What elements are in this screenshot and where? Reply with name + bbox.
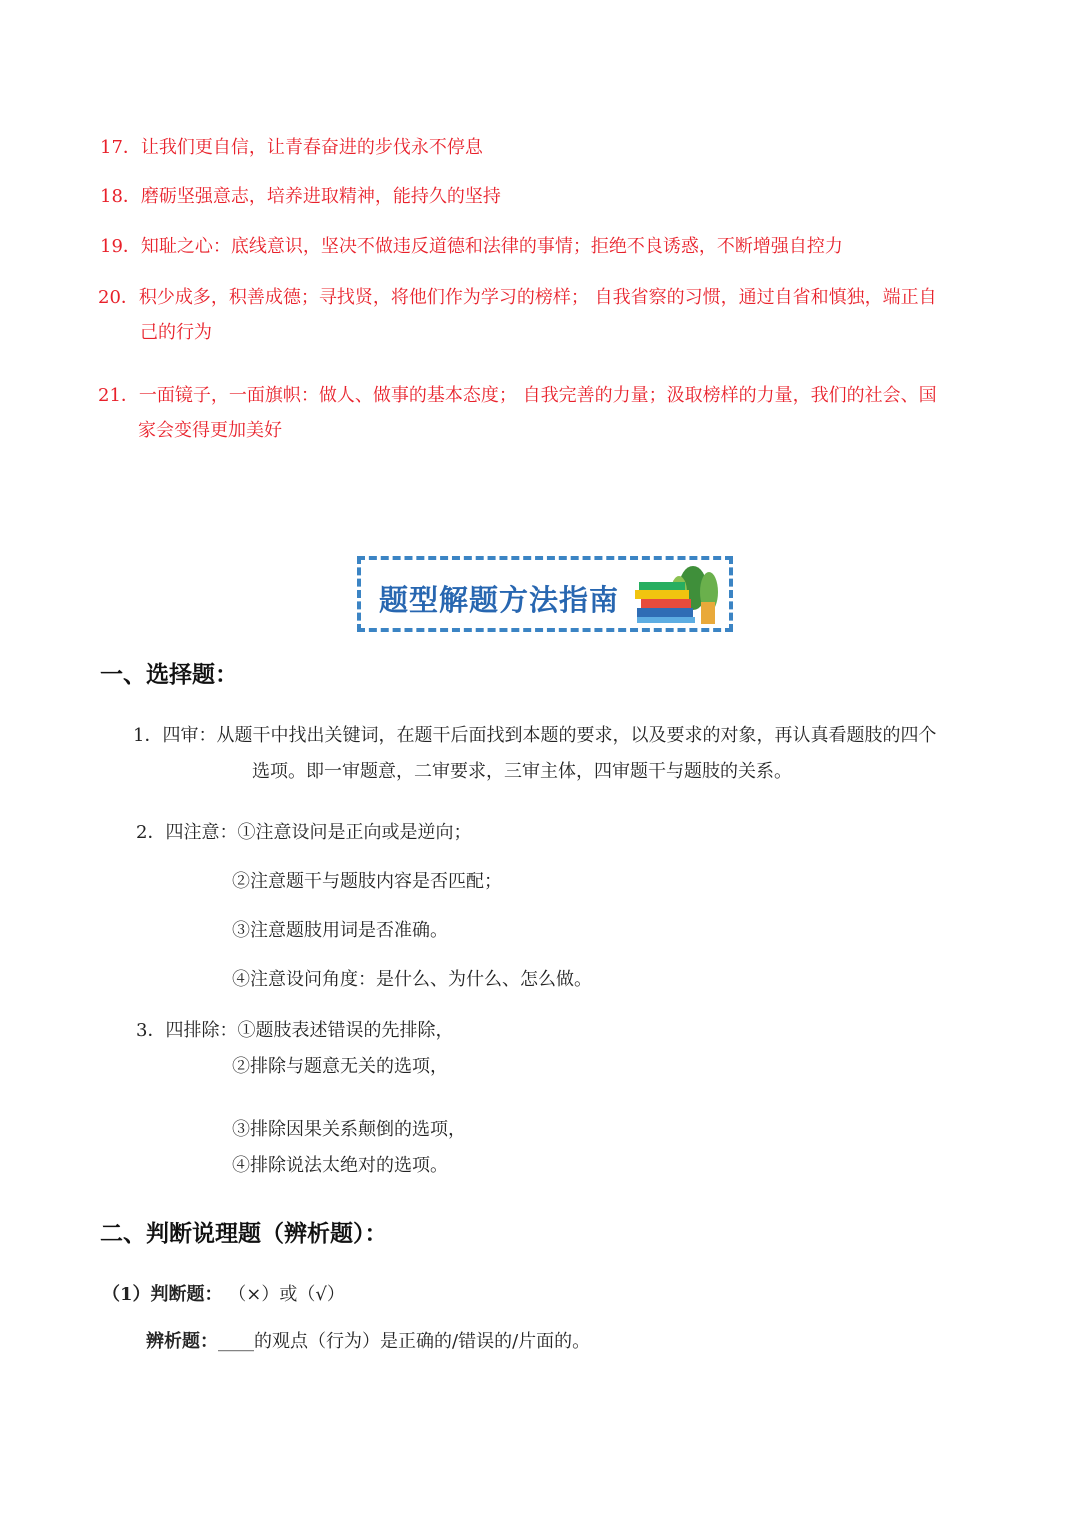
item-text: 四注意：①注意设问是正向或是逆向；: [165, 822, 472, 843]
section1-heading: 一、选择题：: [100, 662, 238, 688]
answer-text: 让我们更自信，让青春奋进的步伐永不停息: [140, 137, 483, 158]
analysis-blank: ____: [218, 1331, 254, 1352]
judge-line: [102, 1280, 345, 1306]
choice-item-1: [133, 721, 936, 747]
section-banner: [357, 556, 733, 632]
analysis-label: 辨析题：: [146, 1331, 218, 1352]
analysis-line: [146, 1327, 590, 1353]
choice-item-2-sub: ②注意题干与题肢内容是否匹配；: [232, 871, 502, 892]
analysis-text: 的观点（行为）是正确的/错误的/片面的。: [254, 1331, 591, 1352]
answer-number: 20．: [98, 287, 139, 308]
item-number: 3．: [136, 1020, 166, 1041]
answer-21-continued: 家会变得更加美好: [138, 420, 282, 441]
choice-item-2: [136, 818, 471, 844]
judge-text: （×）或（√）: [228, 1284, 345, 1305]
section2-heading: 二、判断说理题（辨析题）：: [100, 1221, 388, 1247]
answer-number: 19．: [100, 236, 141, 257]
answer-number: 17．: [100, 137, 141, 158]
answer-17: [100, 133, 483, 159]
judge-label: （1）判断题：: [102, 1284, 223, 1305]
answer-text: 知耻之心：底线意识，坚决不做违反道德和法律的事情；拒绝不良诱惑，不断增强自控力: [140, 236, 843, 257]
answer-number: 21．: [98, 385, 139, 406]
choice-item-2-sub: ③注意题肢用词是否准确。: [232, 920, 448, 941]
choice-item-3-sub: ④排除说法太绝对的选项。: [232, 1155, 448, 1176]
choice-item-1-continued: 选项。即一审题意，二审要求，三审主体，四审题干与题肢的关系。: [252, 761, 792, 782]
answer-text: 积少成多，积善成德；寻找贤，将他们作为学习的榜样； 自我省察的习惯，通过自省和慎独，端正自: [138, 287, 937, 308]
books-plant-icon: [631, 562, 723, 630]
item-text: 四排除：①题肢表述错误的先排除，: [165, 1020, 454, 1041]
answer-20: [98, 283, 937, 309]
choice-item-3-sub: ②排除与题意无关的选项，: [232, 1056, 448, 1077]
item-text: 四审：从题干中找出关键词，在题干后面找到本题的要求，以及要求的对象，再认真看题肢的四个: [162, 725, 937, 746]
banner-title: 题型解题方法指南: [379, 583, 620, 617]
answer-text: 磨砺坚强意志，培养进取精神，能持久的坚持: [140, 186, 501, 207]
choice-item-3-sub: ③排除因果关系颠倒的选项，: [232, 1119, 466, 1140]
answer-19: [100, 232, 843, 258]
answer-18: [100, 182, 501, 208]
answer-text: 一面镜子，一面旗帜：做人、做事的基本态度； 自我完善的力量；汲取榜样的力量，我们的社会、国: [138, 385, 937, 406]
choice-item-3: [136, 1016, 453, 1042]
answer-number: 18．: [100, 186, 141, 207]
choice-item-2-sub: ④注意设问角度：是什么、为什么、怎么做。: [232, 969, 592, 990]
item-number: 2．: [136, 822, 166, 843]
answer-21: [98, 381, 937, 407]
answer-20-continued: 己的行为: [140, 322, 212, 343]
item-number: 1．: [133, 725, 163, 746]
